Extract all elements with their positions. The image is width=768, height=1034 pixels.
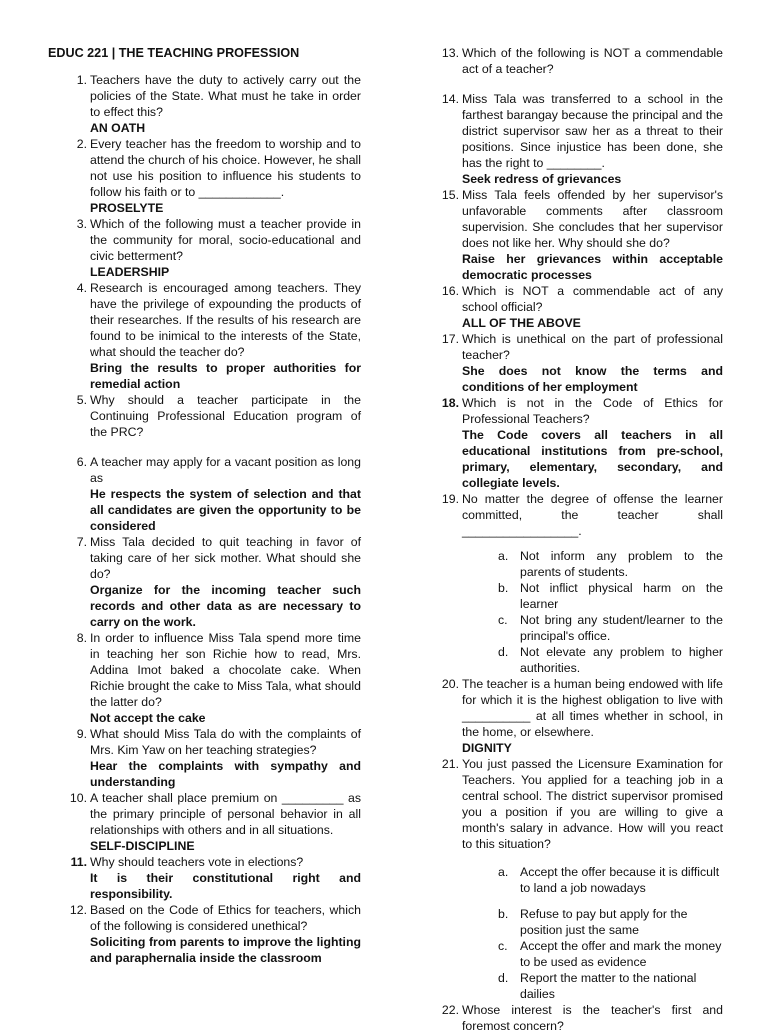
- answer-text: PROSELYTE: [90, 201, 164, 215]
- question-number: 1.: [76, 73, 87, 87]
- answer-text: She does not know the terms and conditions of her employment: [462, 364, 723, 394]
- question-20: [420, 676, 723, 756]
- question-number: 16.: [441, 284, 459, 298]
- question-text: Why should a teacher participate in the Continuing Professional Education program of the PRC?: [90, 393, 361, 439]
- option-c: [498, 938, 723, 970]
- option-c: [498, 612, 723, 644]
- option-letter: d.: [498, 645, 509, 659]
- question-text: No matter the degree of offense the learner committed, the teacher shall _________________.: [462, 492, 723, 538]
- answer-text: DIGNITY: [462, 741, 512, 755]
- question-number: 14.: [441, 92, 459, 106]
- question-text: Whose interest is the teacher's first and foremost concern?: [462, 1003, 723, 1033]
- question-text: In order to influence Miss Tala spend more time in teaching her son Richie how to read, Mrs. Addina Imot baked a chocolate cake. When Richie brought the cake to Miss Tala, what should the latter do?: [90, 631, 361, 709]
- question-number: 17.: [441, 332, 459, 346]
- answer-text: The Code covers all teachers in all educational institutions from pre-school, primary, elementary, secondary, and collegiate levels.: [462, 428, 723, 490]
- question-21: [420, 756, 723, 852]
- question-number: 21.: [441, 757, 459, 771]
- question-text: A teacher may apply for a vacant position as long as: [90, 455, 361, 485]
- option-text: Accept the offer and mark the money to be used as evidence: [520, 939, 722, 969]
- option-text: Refuse to pay but apply for the position just the same: [520, 907, 688, 937]
- option-b: [498, 906, 723, 938]
- question-number: 5.: [76, 393, 87, 407]
- question-number: 9.: [76, 727, 87, 741]
- option-d: [498, 970, 723, 1002]
- question-number: 15.: [441, 188, 459, 202]
- answer-text: LEADERSHIP: [90, 265, 170, 279]
- question-text: Miss Tala decided to quit teaching in favor of taking care of her sick mother. What should she do?: [90, 535, 361, 581]
- question-3: [48, 216, 361, 280]
- question-1: [48, 72, 361, 136]
- question-text: Which of the following is NOT a commendable act of a teacher?: [462, 46, 723, 76]
- option-letter: b.: [498, 581, 509, 595]
- option-letter: a.: [498, 865, 509, 879]
- right-column: [420, 45, 723, 1034]
- answer-text: SELF-DISCIPLINE: [90, 839, 195, 853]
- question-number: 11.: [70, 855, 87, 869]
- question-number: 18.: [441, 396, 459, 410]
- option-a: [498, 864, 730, 896]
- question-text: Which is unethical on the part of professional teacher?: [462, 332, 723, 362]
- question-text: Miss Tala was transferred to a school in the farthest barangay because the principal and the district supervisor saw her as a threat to their positions. Since injustice has been done, she has the right to ________.: [462, 92, 723, 170]
- question-number: 6.: [76, 455, 87, 469]
- option-text: Not elevate any problem to higher authorities.: [520, 645, 723, 675]
- question-5: [48, 392, 361, 440]
- option-a: [498, 548, 723, 580]
- answer-text: Organize for the incoming teacher such records and other data as are necessary to carry on the work.: [90, 583, 361, 629]
- option-text: Not bring any student/learner to the principal's office.: [520, 613, 723, 643]
- question-text: What should Miss Tala do with the complaints of Mrs. Kim Yaw on her teaching strategies?: [90, 727, 361, 757]
- question-text: Based on the Code of Ethics for teachers, which of the following is considered unethical?: [90, 903, 361, 933]
- question-19-options: [420, 548, 723, 676]
- question-12: [48, 902, 361, 966]
- question-number: 10.: [69, 791, 87, 805]
- question-text: Every teacher has the freedom to worship and to attend the church of his choice. However, he shall not use his position to influence his students to follow his faith or to ____________.: [90, 137, 361, 199]
- answer-text: AN OATH: [90, 121, 146, 135]
- answer-text: Seek redress of grievances: [462, 172, 622, 186]
- question-18: [420, 395, 723, 491]
- question-2: [48, 136, 361, 216]
- document-title: EDUC 221 | THE TEACHING PROFESSION: [48, 46, 300, 60]
- question-text: Which is not in the Code of Ethics for Professional Teachers?: [462, 396, 723, 426]
- answer-text: Bring the results to proper authorities for remedial action: [90, 361, 361, 391]
- option-letter: b.: [498, 907, 509, 921]
- question-number: 20.: [441, 677, 459, 691]
- option-letter: d.: [498, 971, 509, 985]
- answer-text: ALL OF THE ABOVE: [462, 316, 581, 330]
- question-number: 8.: [76, 631, 87, 645]
- option-d: [498, 644, 723, 676]
- question-21-options: [420, 864, 723, 1002]
- question-number: 12.: [69, 903, 87, 917]
- question-number: 2.: [76, 137, 87, 151]
- question-9: [48, 726, 361, 790]
- question-number: 3.: [76, 217, 87, 231]
- option-letter: c.: [498, 613, 508, 627]
- answer-text: Soliciting from parents to improve the lighting and paraphernalia inside the classroom: [90, 935, 361, 965]
- question-text: Miss Tala feels offended by her supervisor's unfavorable comments after classroom supervision. She concludes that her supervisor does not like her. Why should she do?: [462, 188, 723, 250]
- question-22: [420, 1002, 723, 1034]
- question-text: Research is encouraged among teachers. They have the privilege of expounding the products of their researches. If the results of his research are found to be inimical to the interests of the State, what should the teacher do?: [90, 281, 361, 359]
- question-number: 19.: [441, 492, 459, 506]
- question-10: [48, 790, 361, 854]
- option-letter: a.: [498, 549, 509, 563]
- answer-text: It is their constitutional right and responsibility.: [90, 871, 361, 901]
- answer-text: Raise her grievances within acceptable democratic processes: [462, 252, 723, 282]
- option-letter: c.: [498, 939, 508, 953]
- option-text: Report the matter to the national dailies: [520, 971, 697, 1001]
- option-text: Not inflict physical harm on the learner: [520, 581, 723, 611]
- question-text: The teacher is a human being endowed with life for which it is the highest obligation to live with __________ at all times whether in school, in the home, or elsewhere.: [462, 677, 723, 739]
- question-6: [48, 454, 361, 534]
- question-number: 7.: [76, 535, 87, 549]
- answer-text: Hear the complaints with sympathy and understanding: [90, 759, 361, 789]
- question-7: [48, 534, 361, 630]
- question-text: You just passed the Licensure Examination for Teachers. You applied for a teaching job in a central school. The district supervisor promised you a position if you are willing to give a month's salary in advance. How will you react to this situation?: [462, 757, 723, 851]
- question-4: [48, 280, 361, 392]
- question-17: [420, 331, 723, 395]
- question-14: [420, 91, 723, 187]
- option-text: Accept the offer because it is difficult to land a job nowadays: [520, 865, 720, 895]
- question-8: [48, 630, 361, 726]
- question-number: 22.: [441, 1003, 459, 1017]
- question-text: Teachers have the duty to actively carry out the policies of the State. What must he take in order to effect this?: [90, 73, 361, 119]
- question-text: Which of the following must a teacher provide in the community for moral, socio-educational and civic betterment?: [90, 217, 361, 263]
- question-number: 13.: [441, 46, 459, 60]
- question-15: [420, 187, 723, 283]
- question-16: [420, 283, 723, 331]
- question-text: Which is NOT a commendable act of any school official?: [462, 284, 723, 314]
- question-11: [48, 854, 361, 902]
- answer-text: He respects the system of selection and that all candidates are given the opportunity to be considered: [90, 487, 361, 533]
- option-b: [498, 580, 723, 612]
- question-text: A teacher shall place premium on _________ as the primary principle of personal behavior in all relationships with others and in all situations.: [90, 791, 361, 837]
- answer-text: Not accept the cake: [90, 711, 206, 725]
- option-text: Not inform any problem to the parents of students.: [520, 549, 723, 579]
- question-13: [420, 45, 723, 77]
- left-column: [48, 72, 361, 966]
- question-text: Why should teachers vote in elections?: [90, 855, 304, 869]
- question-19: [420, 491, 723, 539]
- question-number: 4.: [76, 281, 87, 295]
